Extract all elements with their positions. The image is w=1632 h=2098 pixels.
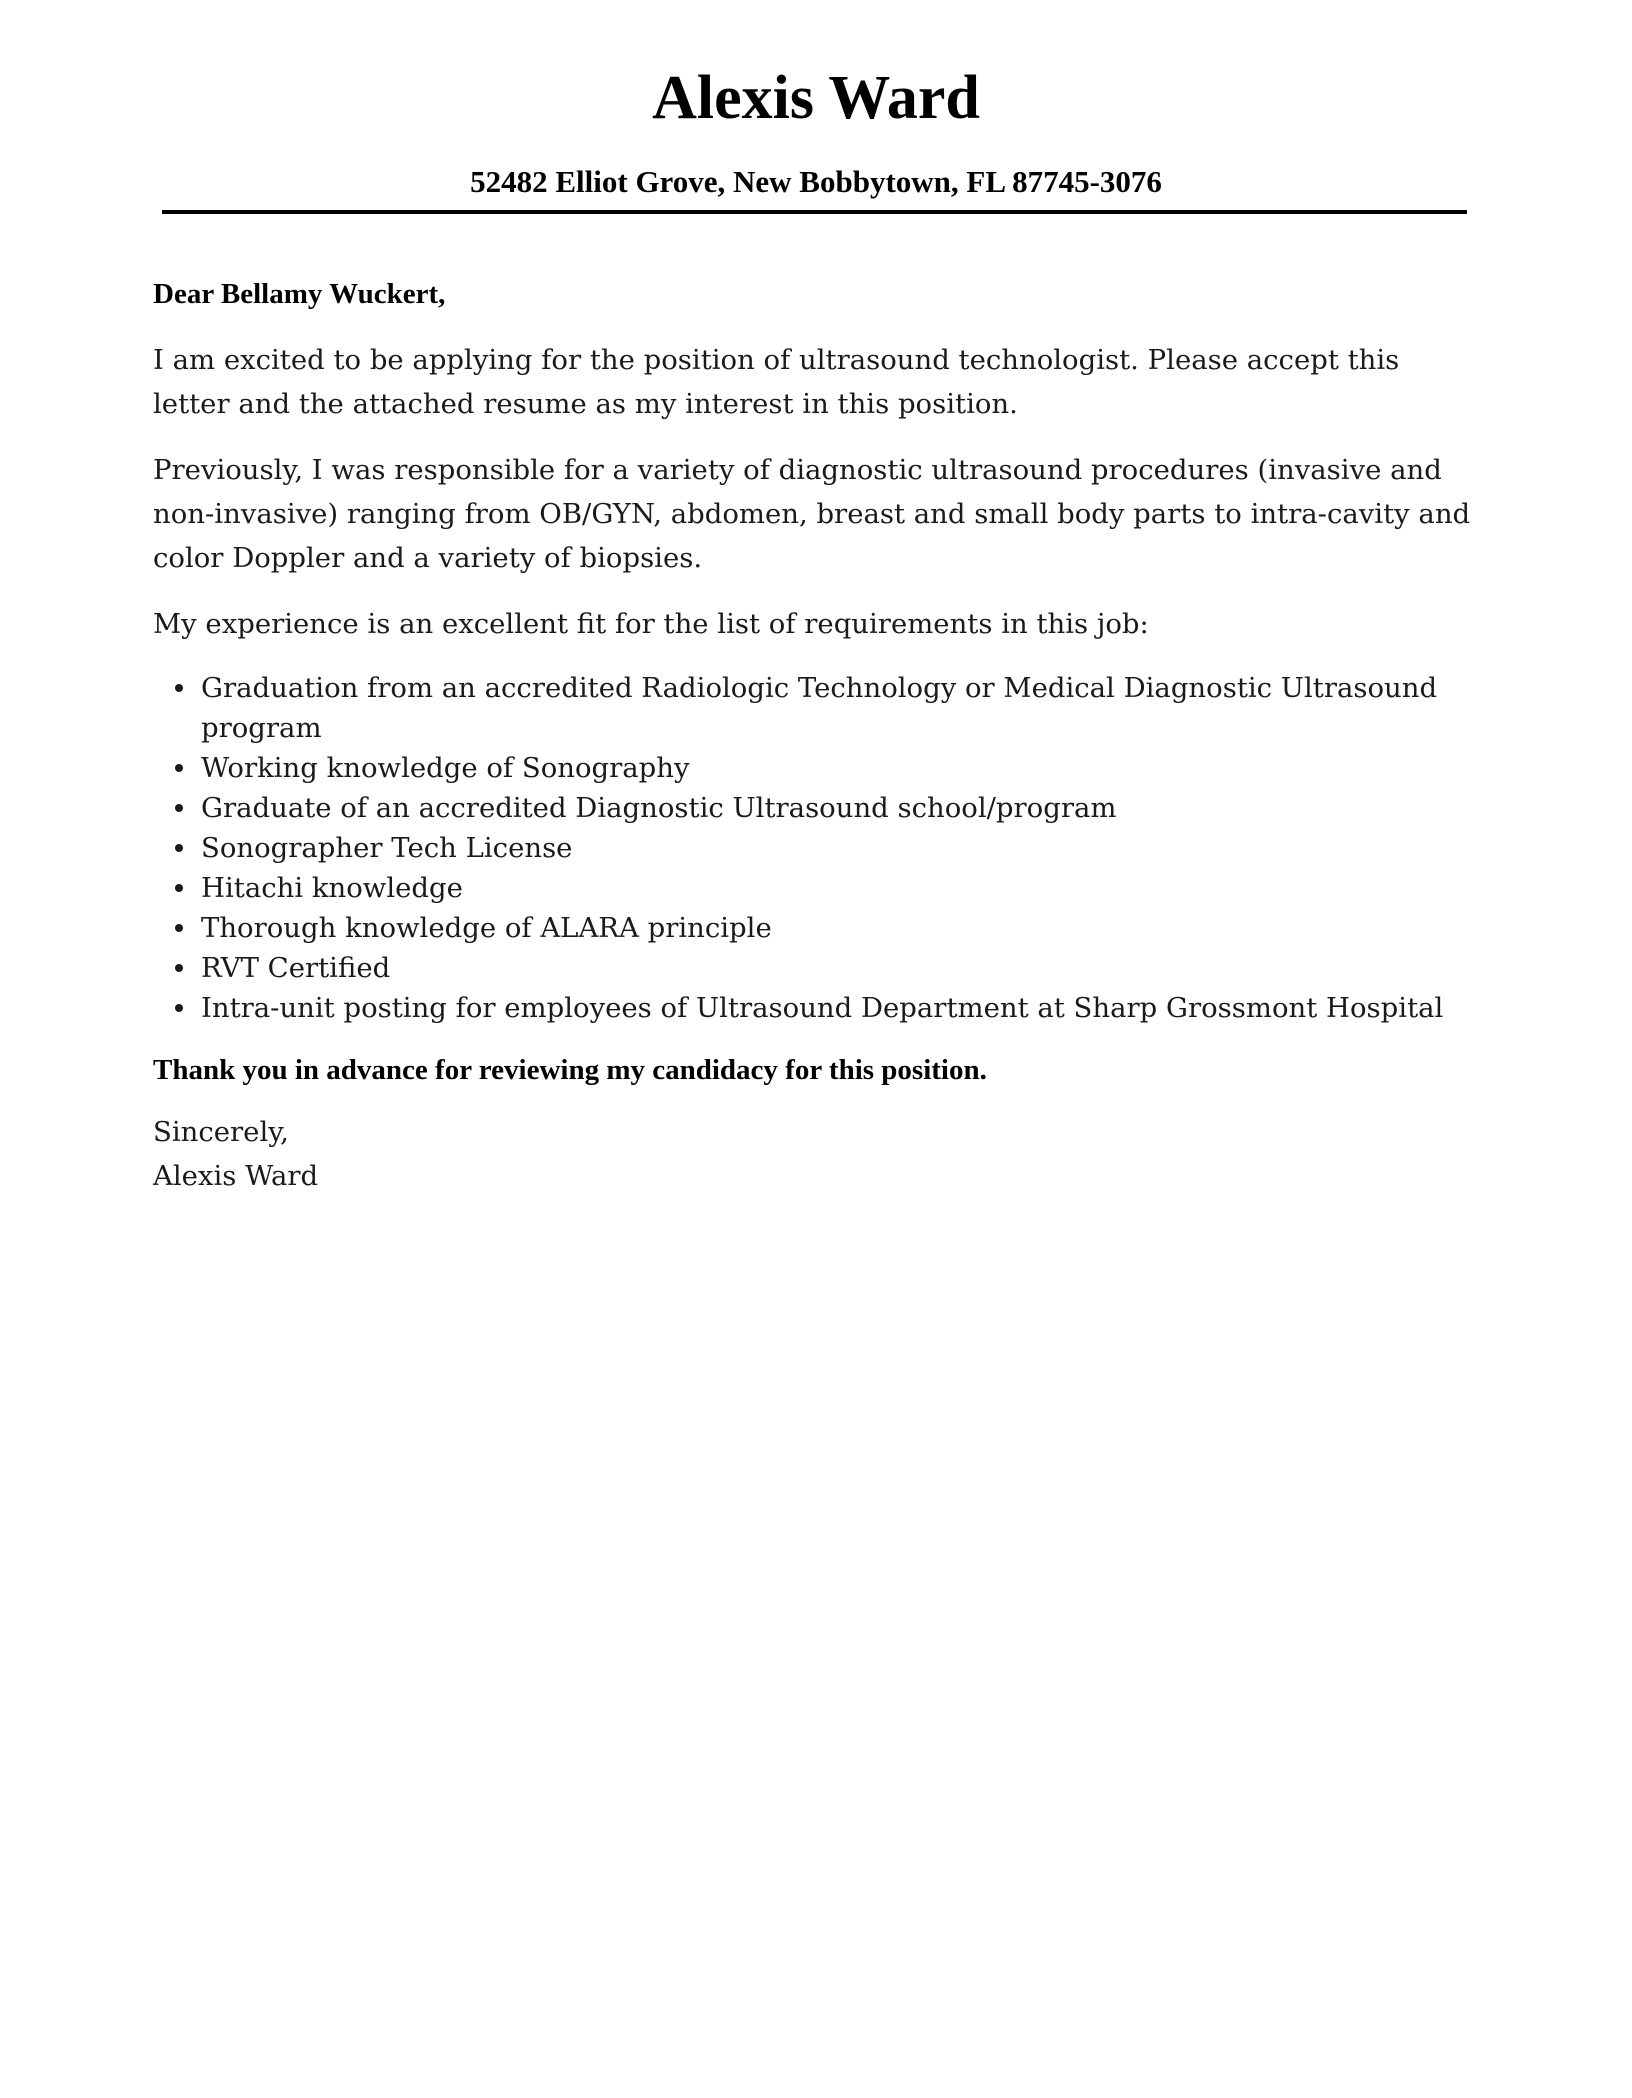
bullet-icon — [175, 964, 183, 972]
list-item — [201, 868, 1473, 908]
list-item — [201, 748, 1473, 788]
letter-body — [153, 272, 1473, 1198]
list-item — [201, 668, 1473, 748]
list-item — [201, 788, 1473, 828]
intro-paragraph: I am excited to be applying for the position of ultrasound technologist. Please accept this letter and the attached resume as my interest in this position. — [153, 344, 1400, 420]
closing-statement: Thank you in advance for reviewing my candidacy for this position. — [153, 1054, 987, 1086]
requirements-intro: My experience is an excellent fit for the list of requirements in this job: — [153, 608, 1149, 640]
list-item — [201, 908, 1473, 948]
signature-name: Alexis Ward — [153, 1160, 319, 1192]
list-item — [201, 988, 1473, 1028]
list-item-text: Intra-unit posting for employees of Ultrasound Department at Sharp Grossmont Hospital — [201, 992, 1444, 1024]
list-item-text: Graduation from an accredited Radiologic Technology or Medical Diagnostic Ultrasound program — [201, 672, 1438, 744]
bullet-icon — [175, 884, 183, 892]
list-item — [201, 828, 1473, 868]
applicant-name: Alexis Ward — [652, 64, 980, 132]
requirements-list — [153, 668, 1473, 1028]
list-item-text: Working knowledge of Sonography — [201, 752, 690, 784]
signoff: Sincerely, — [153, 1116, 289, 1148]
bullet-icon — [175, 924, 183, 932]
list-item-text: Graduate of an accredited Diagnostic Ultrasound school/program — [201, 792, 1117, 824]
bullet-icon — [175, 684, 183, 692]
list-item — [201, 948, 1473, 988]
list-item-text: Sonographer Tech License — [201, 832, 573, 864]
bullet-icon — [175, 1004, 183, 1012]
header-divider — [162, 210, 1467, 214]
experience-paragraph: Previously, I was responsible for a variety of diagnostic ultrasound procedures (invasive and non-invasive) ranging from OB/GYN, abdomen, breast and small body parts to intra-cavity and color Doppler and a variety of biopsies. — [153, 454, 1471, 574]
bullet-icon — [175, 804, 183, 812]
salutation: Dear Bellamy Wuckert, — [153, 278, 446, 310]
applicant-address: 52482 Elliot Grove, New Bobbytown, FL 87745-3076 — [470, 164, 1162, 199]
list-item-text: Thorough knowledge of ALARA principle — [201, 912, 772, 944]
list-item-text: RVT Certified — [201, 952, 391, 984]
list-item-text: Hitachi knowledge — [201, 872, 463, 904]
bullet-icon — [175, 764, 183, 772]
bullet-icon — [175, 844, 183, 852]
